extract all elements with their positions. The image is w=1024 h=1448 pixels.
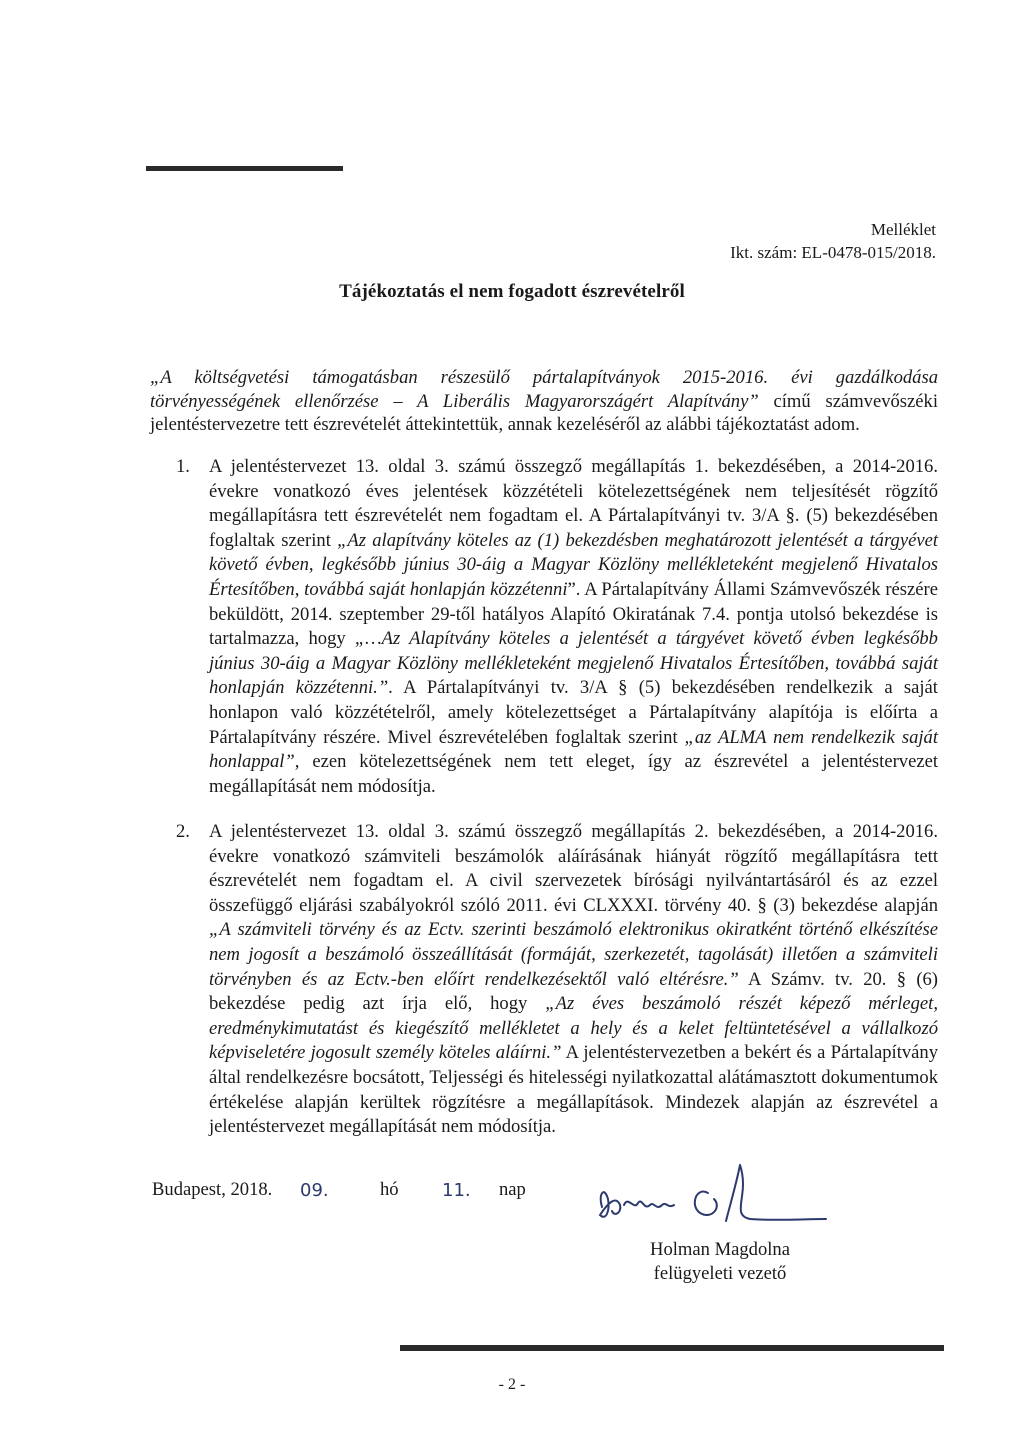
handwritten-month: 09. <box>300 1180 329 1201</box>
legal-quote: „A számviteli törvény és az Ectv. szerinti beszámoló elektronikus okiratként történő elkészítése nem jogosít a beszámoló összeállítását (formáját, szerkezetét, tagolását) illetően a számviteli törvényben és az Ectv.-ben előírt rendelkezésektől való eltérésre.” <box>209 919 938 990</box>
document-title: Tájékoztatás el nem fogadott észrevételről <box>339 281 685 302</box>
signer-block <box>600 1238 840 1286</box>
annex-header <box>730 218 936 264</box>
month-word: hó <box>380 1179 399 1200</box>
date-place-year: Budapest, 2018. <box>152 1179 273 1200</box>
legal-quote: „Az éves beszámoló részét képező mérleget, eredménykimutatást és kiegészítő mellékletet a hely és a kelet feltüntetésével a vállalkozó képviseletére jogosult személy köteles aláírni.” <box>209 993 938 1064</box>
finding-item-2 <box>176 820 938 1140</box>
item-text-part: ”. A Pártalapítvány Állami Számvevőszék részére beküldött, 2014. szeptember 29-től hatályos Alapító Okiratának 7.4. pontja utolsó bekezdése is tartalmazza, hogy <box>209 578 938 650</box>
intro-text: című számvevőszéki jelentéstervezetre tett észrevételét áttekintettük, annak kezeléséről az alábbi tájékoztatást adom. <box>150 390 939 436</box>
item-text-part: A jelentéstervezetben a bekért és a Pártalapítvány által rendelkezésre bocsátott, Teljességi és hitelességi nyilatkozattal alátámasztott dokumentumok értékelése alapján kerültek rögzítésre a megállapítások. Mindezek alapján az észrevétel a jelentéstervezet megállapítását nem módosítja. <box>209 1042 939 1138</box>
signer-name: Holman Magdolna <box>650 1239 790 1260</box>
finding-item-1 <box>176 455 938 799</box>
date-line <box>152 1175 572 1211</box>
signature-mark <box>590 1155 830 1235</box>
item-number: 1. <box>176 456 190 477</box>
item-text-part: A jelentéstervezet 13. oldal 3. számú összegző megállapítás 2. bekezdésében, a 2014-2016. évekre vonatkozó számviteli beszámolók aláírásának hiányát rögzítő megállapításra tett észrevételét nem fogadtam el. A civil szervezetek bírósági nyilvántartásáról és az ezzel összefüggő eljárási szabályokról szóló 2011. évi CLXXXI. törvény 40. § (3) bekezdése alapján <box>209 821 938 916</box>
item-text-part: , ezen kötelezettségének nem tett eleget, így az észrevétel a jelentéstervezet megállapítását nem módosítja. <box>209 751 938 797</box>
legal-quote: „az ALMA nem rendelkezik saját honlappal” <box>209 726 938 773</box>
top-rule <box>146 166 343 171</box>
annex-label: Melléklet <box>870 220 936 239</box>
report-title-quote: „A költségvetési támogatásban részesülő pártalapítványok 2015-2016. évi gazdálkodása törvényességének ellenőrzése – A Liberális Magyarországért Alapítvány” <box>150 367 938 412</box>
signer-role: felügyeleti vezető <box>653 1263 787 1284</box>
item-text-part: . A Pártalapítványi tv. 3/A § (5) bekezdésében rendelkezik a saját honlapon való közzétételről, amely kötelezettséget a Pártalapítvány alapítója is előírta a Pártalapítvány részére. Mivel észrevételében foglaltak szerint <box>209 677 938 748</box>
page-number: - 2 - <box>498 1376 526 1393</box>
legal-quote: „…Az Alapítvány köteles a jelentését a tárgyévet követő évben legkésőbb június 30-áig a Magyar Közlöny mellékleteként megjelenő Hivatalos Értesítőben, továbbá saját honlapján közzétenni.” <box>209 628 938 699</box>
item-number: 2. <box>176 821 190 842</box>
handwritten-day: 11. <box>442 1180 471 1201</box>
reference-number: Ikt. szám: EL-0478-015/2018. <box>730 243 936 262</box>
intro-paragraph <box>150 366 938 437</box>
item-text <box>209 820 938 1140</box>
bottom-rule <box>400 1345 944 1351</box>
item-text <box>209 455 938 799</box>
legal-quote: „Az alapítvány köteles az (1) bekezdésben meghatározott jelentését a tárgyévet követő évben, legkésőbb június 30-áig a Magyar Közlöny mellékleteként megjelenő Hivatalos Értesítőben, továbbá saját honlapján közzétenni <box>209 529 938 600</box>
day-word: nap <box>499 1179 526 1200</box>
item-text-part: A jelentéstervezet 13. oldal 3. számú összegző megállapítás 1. bekezdésében, a 2014-2016. évekre vonatkozó éves jelentések közzétételi kötelezettségének nem teljesítését rögzítő megállapításra tett észrevételét nem fogadtam el. A Pártalapítványi tv. 3/A §. (5) bekezdésében foglaltak szerint <box>209 456 938 551</box>
item-text-part: A Számv. tv. 20. § (6) bekezdése pedig azt írja elő, hogy <box>209 968 939 1015</box>
